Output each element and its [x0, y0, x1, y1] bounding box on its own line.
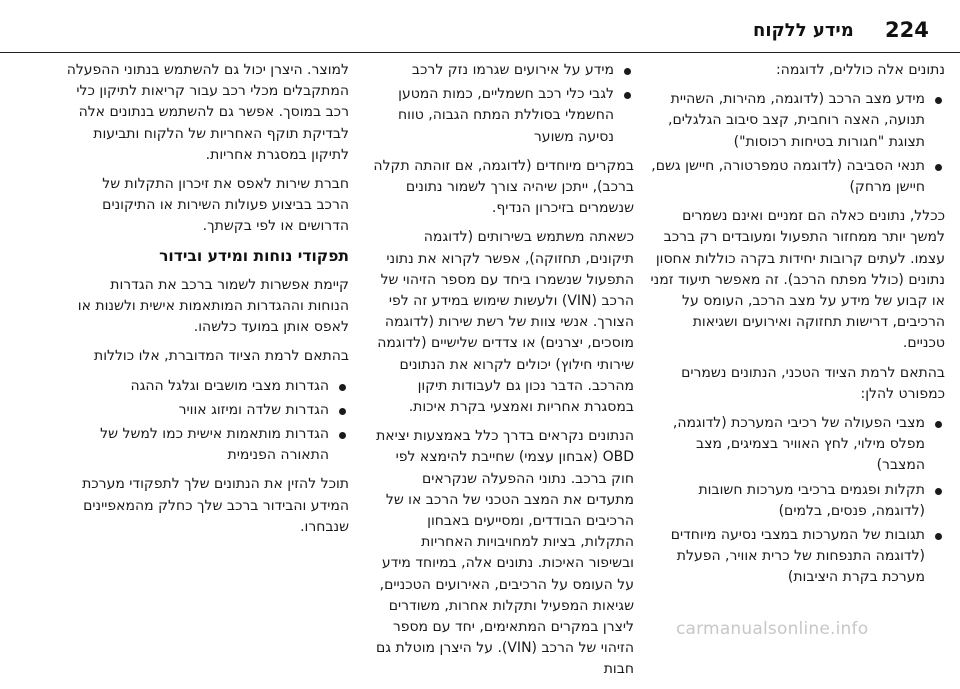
paragraph: במקרים מיוחדים (לדוגמה, אם זוהתה תקלה ברכב), ייתכן שיהיה צורך לשמור נתונים שנשמרים בזיכרון הנדיף.	[373, 157, 634, 217]
bullet-icon	[339, 432, 346, 439]
bullet-icon	[935, 97, 942, 104]
watermark: carmanualsonline.info	[676, 619, 869, 639]
paragraph: הנתונים נקראים בדרך כלל באמצעות יציאת OBD (אבחון עצמי) שחייבת להימצא לפי חוק ברכב. נתוני ההפעלה שנקראים מתעדים את המצב הטכני של הרכב או של הרכיבים הבודדים, ומסייעים באבחון התקלות, בציות למחויבויות האחריות ובשיפור האיכות. נתונים אלה, במיוחד מידע על העומס על הרכיבים, האירועים הטכניים, שגיאות המפעיל ותקלות אחרות, משודרים ליצרן במקרים המתאימים, יחד עם מספר הזיהוי של הרכב (VIN). על היצרן מוטלת גם חבות	[376, 428, 634, 678]
paragraph: בהתאם לרמת הציוד המדוברת, אלו כוללות	[94, 348, 349, 365]
bullet-icon	[339, 384, 346, 391]
bullet-icon	[935, 164, 942, 171]
list-item: מצבי הפעולה של רכיבי המערכת (לדוגמה, מפלס מילוי, לחץ האוויר בצמיגים, מצב המצבר)	[648, 413, 945, 477]
column-middle	[372, 60, 634, 689]
list-item: לגבי כלי רכב חשמליים, כמות המטען החשמלי בסוללת המתח הגבוה, טווח נסיעה משוער	[372, 84, 634, 148]
list-item: תקלות ופגמים ברכיבי מערכות חשובות (לדוגמה, פנסים, בלמים)	[648, 480, 945, 522]
list-item: הגדרות מותאמות אישית כמו למשל של התאורה הפנימית	[66, 424, 349, 466]
paragraph: כשאתה משתמש בשירותים (לדוגמה תיקונים, תחזוקה), אפשר לקרוא את נתוני התפעול שנשמרו ביחד עם מספר הזיהוי של הרכב (VIN) ולעשות שימוש במידע זה לפי הצורך. אנשי צוות של רשת שירות (לדוגמה מוסכים, יצרנים) או צדדים שלישיים (לדוגמה שירותי חילוץ) יכולים לקרוא את הנתונים מהרכב. הדבר נכון גם לעבודות תיקון במסגרת אחריות ואמצעי בקרת איכות.	[377, 229, 634, 416]
bullet-list	[372, 60, 634, 148]
paragraph: בהתאם לרמת הציוד הטכני, הנתונים נשמרים כמפורט להלן:	[681, 364, 945, 402]
bullet-icon	[935, 488, 942, 495]
intro-text: נתונים אלה כוללים, לדוגמה:	[775, 62, 945, 78]
list-item: הגדרות שלדה ומיזוג אוויר	[66, 400, 349, 421]
page-title: מידע ללקוח	[753, 20, 854, 41]
page-number: 224	[885, 18, 929, 42]
header-rule	[0, 52, 960, 53]
bullet-icon	[624, 92, 631, 99]
paragraph: למוצר. היצרן יכול גם להשתמש בנתוני ההפעלה המתקבלים מכלי רכב עבור קריאות לתיקון כלי רכב במוסך. אפשר גם להשתמש בנתונים אלה לבדיקת תוקף האחריות של הלקוח ותביעות לתיקון במסגרת אחריות.	[66, 62, 349, 163]
paragraph: ככלל, נתונים כאלה הם זמניים ואינם נשמרים למשך יותר ממחזור התפעול ומעובדים רק ברכב עצמו. לעתים קרובות יחידות בקרה כוללות אחסון נתונים (כולל מפתח הרכב). זה מאפשר תיעוד זמני או קבוע של מידע על מצב הרכב, העומס על הרכיבים, דרישות תחזוקה ואירועים ושגיאות טכניים.	[650, 208, 945, 352]
list-item: תגובות של המערכות במצבי נסיעה מיוחדים (לדוגמה התנפחות של כרית אוויר, הפעלת מערכת בקרת היציבות)	[648, 525, 945, 589]
column-left	[66, 60, 349, 546]
list-item: הגדרות מצבי מושבים וגלגל ההגה	[66, 376, 349, 397]
paragraph: חברת שירות לאפס את זיכרון התקלות של הרכב בביצוע פעולות השירות או התיקונים הדרושים או לפי בקשתך.	[102, 176, 349, 235]
list-item: מידע על אירועים שגרמו נזק לרכב	[372, 60, 634, 81]
paragraph: קיימת אפשרות לשמור ברכב את הגדרות הנוחות וההגדרות המותאמות אישית ולשנות או לאפס אותן במועד כלשהו.	[77, 276, 349, 336]
paragraph: תוכל להזין את הנתונים שלך לתפקודי מערכת המידע והבידור ברכב שלך כחלק מהמאפיינים שנבחרו.	[82, 476, 349, 535]
bullet-icon	[935, 533, 942, 540]
bullet-list	[66, 376, 349, 467]
section-heading: תפקודי נוחות ומידע ובידור	[159, 246, 349, 265]
bullet-icon	[624, 68, 631, 75]
list-item: מידע מצב הרכב (לדוגמה, מהירות, השהיית תנועה, האצה רוחבית, קצב סיבוב הגלגלים, תצוגת "חגורות בטיחות רכוסות")	[648, 89, 945, 153]
column-right	[648, 60, 945, 597]
bullet-list	[648, 413, 945, 589]
page-header	[0, 0, 960, 56]
list-item: תנאי הסביבה (לדוגמה טמפרטורה, חיישן גשם, חיישן מרחק)	[648, 156, 945, 198]
bullet-list	[648, 89, 945, 198]
bullet-icon	[935, 421, 942, 428]
bullet-icon	[339, 408, 346, 415]
